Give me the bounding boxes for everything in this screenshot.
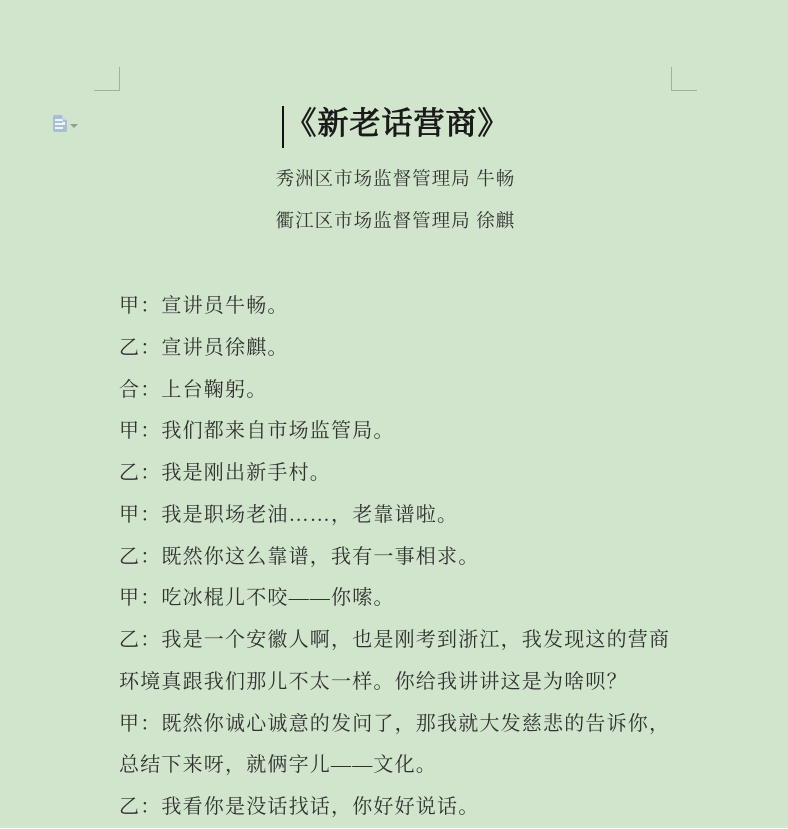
- dialogue-line[interactable]: 甲：宣讲员牛畅。: [119, 295, 289, 317]
- dialogue-line[interactable]: 甲：我是职场老油……，老靠谱啦。: [119, 503, 459, 526]
- document-title[interactable]: 《新老话营商》: [285, 106, 510, 141]
- dialogue-line[interactable]: 合：上台鞠躬。: [119, 378, 268, 401]
- document-style-icon: [53, 115, 67, 132]
- dialogue-line[interactable]: 总结下来呀，就俩字儿——文化。: [119, 754, 437, 777]
- dialogue-line[interactable]: 乙：我是刚出新手村。: [119, 462, 331, 484]
- document-title-row[interactable]: [120, 100, 671, 148]
- dialogue-line[interactable]: 甲：吃冰棍儿不咬——你嗦。: [119, 587, 395, 610]
- chevron-down-icon[interactable]: [70, 124, 78, 128]
- text-boundary-mark-top-left: [94, 67, 120, 91]
- byline-author-2[interactable]: 衢江区市场监督管理局 徐麒: [275, 211, 516, 232]
- dialogue-line[interactable]: 环境真跟我们那儿不太一样。你给我讲讲这是为啥呗？: [119, 670, 628, 693]
- byline-author-1[interactable]: 秀洲区市场监督管理局 牛畅: [275, 170, 516, 190]
- paste-options-button[interactable]: [51, 113, 81, 135]
- dialogue-line[interactable]: 乙：我看你是没话找话，你好好说话。: [119, 796, 480, 818]
- dialogue-line[interactable]: 乙：宣讲员徐麒。: [119, 336, 289, 359]
- page-fold-corner: [62, 115, 67, 120]
- icon-text-line: [55, 127, 63, 129]
- dialogue-line[interactable]: 乙：我是一个安徽人啊，也是刚考到浙江，我发现这的营商: [119, 629, 671, 651]
- text-cursor: [282, 106, 284, 148]
- icon-text-block: [62, 122, 65, 125]
- byline-block[interactable]: [120, 160, 671, 243]
- dialogue-line[interactable]: 甲：既然你诚心诚意的发问了，那我就大发慈悲的告诉你，: [119, 712, 671, 735]
- script-body[interactable]: [119, 286, 679, 829]
- dialogue-line[interactable]: 甲：我们都来自市场监管局。: [119, 420, 395, 443]
- text-boundary-mark-top-right: [671, 67, 697, 91]
- dialogue-line[interactable]: 乙：既然你这么靠谱，我有一事相求。: [119, 545, 480, 568]
